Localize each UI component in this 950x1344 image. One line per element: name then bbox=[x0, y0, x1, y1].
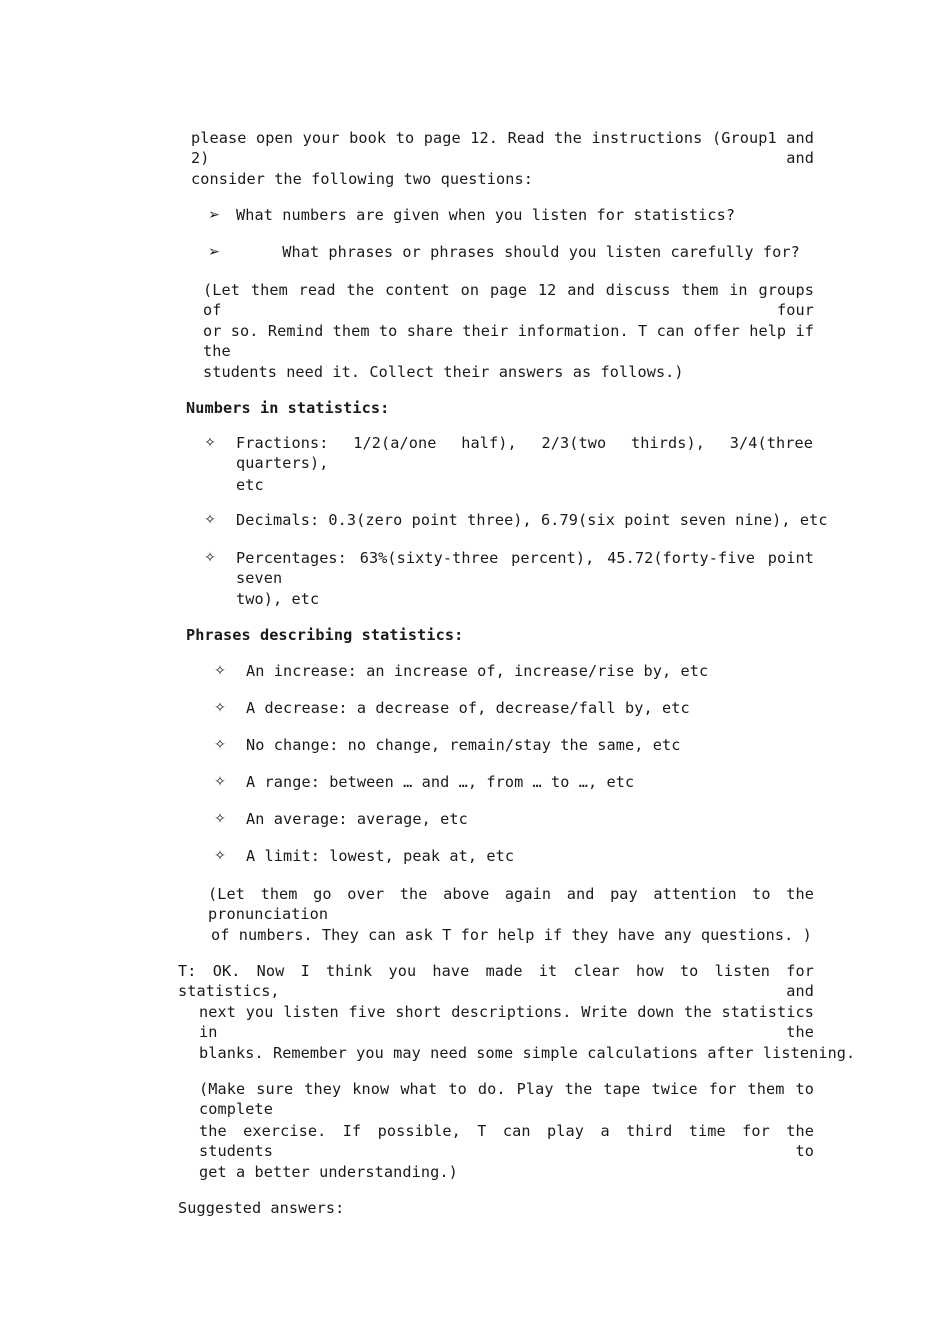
phrase-increase: An increase: an increase of, increase/rise by, etc bbox=[246, 662, 709, 680]
four-point-star-bullet-icon: ✧ bbox=[214, 848, 226, 864]
arrowhead-bullet-icon: ➢ bbox=[208, 244, 220, 260]
four-point-star-bullet-icon: ✧ bbox=[214, 737, 226, 753]
intro-line-1: please open your book to page 12. Read the instructions (Group1 and 2) and bbox=[191, 129, 814, 167]
four-point-star-bullet-icon: ✧ bbox=[204, 550, 216, 566]
phrase-limit: A limit: lowest, peak at, etc bbox=[246, 847, 515, 865]
note1-line-3: students need it. Collect their answers as follows.) bbox=[203, 363, 684, 381]
phrase-no-change: No change: no change, remain/stay the same, etc bbox=[246, 736, 681, 754]
teacher-line-2: next you listen five short descriptions. Write down the statistics in the bbox=[199, 1003, 814, 1041]
fractions-line-1: Fractions: 1/2(a/one half), 2/3(two thirds), 3/4(three quarters), bbox=[236, 434, 813, 472]
four-point-star-bullet-icon: ✧ bbox=[214, 811, 226, 827]
phrases-heading: Phrases describing statistics: bbox=[186, 626, 464, 644]
four-point-star-bullet-icon: ✧ bbox=[214, 774, 226, 790]
question-2: What phrases or phrases should you listen carefully for? bbox=[236, 243, 800, 261]
arrowhead-bullet-icon: ➢ bbox=[208, 207, 220, 223]
percentages-line-1: Percentages: 63%(sixty-three percent), 45.72(forty-five point seven bbox=[236, 549, 814, 587]
note2-line-2: of numbers. They can ask T for help if they have any questions. ) bbox=[211, 926, 812, 944]
four-point-star-bullet-icon: ✧ bbox=[204, 435, 216, 451]
note1-line-2: or so. Remind them to share their information. T can offer help if the bbox=[203, 322, 814, 360]
numbers-heading: Numbers in statistics: bbox=[186, 399, 390, 417]
suggested-answers-label: Suggested answers: bbox=[178, 1199, 345, 1217]
note3-line-2: the exercise. If possible, T can play a third time for the students to bbox=[199, 1122, 814, 1160]
intro-line-2: consider the following two questions: bbox=[191, 170, 534, 188]
fractions-line-2: etc bbox=[236, 476, 264, 494]
percentages-line-2: two), etc bbox=[236, 590, 320, 608]
teacher-line-3: blanks. Remember you may need some simple calculations after listening. bbox=[199, 1044, 856, 1062]
question-1: What numbers are given when you listen for statistics? bbox=[236, 206, 736, 224]
phrase-decrease: A decrease: a decrease of, decrease/fall by, etc bbox=[246, 699, 690, 717]
note2-line-1: (Let them go over the above again and pay attention to the pronunciation bbox=[208, 885, 814, 923]
phrase-range: A range: between … and …, from … to …, etc bbox=[246, 773, 635, 791]
phrase-average: An average: average, etc bbox=[246, 810, 468, 828]
note1-line-1: (Let them read the content on page 12 and discuss them in groups of four bbox=[203, 281, 814, 319]
decimals-line: Decimals: 0.3(zero point three), 6.79(six point seven nine), etc bbox=[236, 511, 828, 529]
note3-line-1: (Make sure they know what to do. Play the tape twice for them to complete bbox=[199, 1080, 814, 1118]
four-point-star-bullet-icon: ✧ bbox=[214, 663, 226, 679]
four-point-star-bullet-icon: ✧ bbox=[214, 700, 226, 716]
teacher-line-1: T: OK. Now I think you have made it clear how to listen for statistics, and bbox=[178, 962, 814, 1000]
four-point-star-bullet-icon: ✧ bbox=[204, 512, 216, 528]
note3-line-3: get a better understanding.) bbox=[199, 1163, 458, 1181]
